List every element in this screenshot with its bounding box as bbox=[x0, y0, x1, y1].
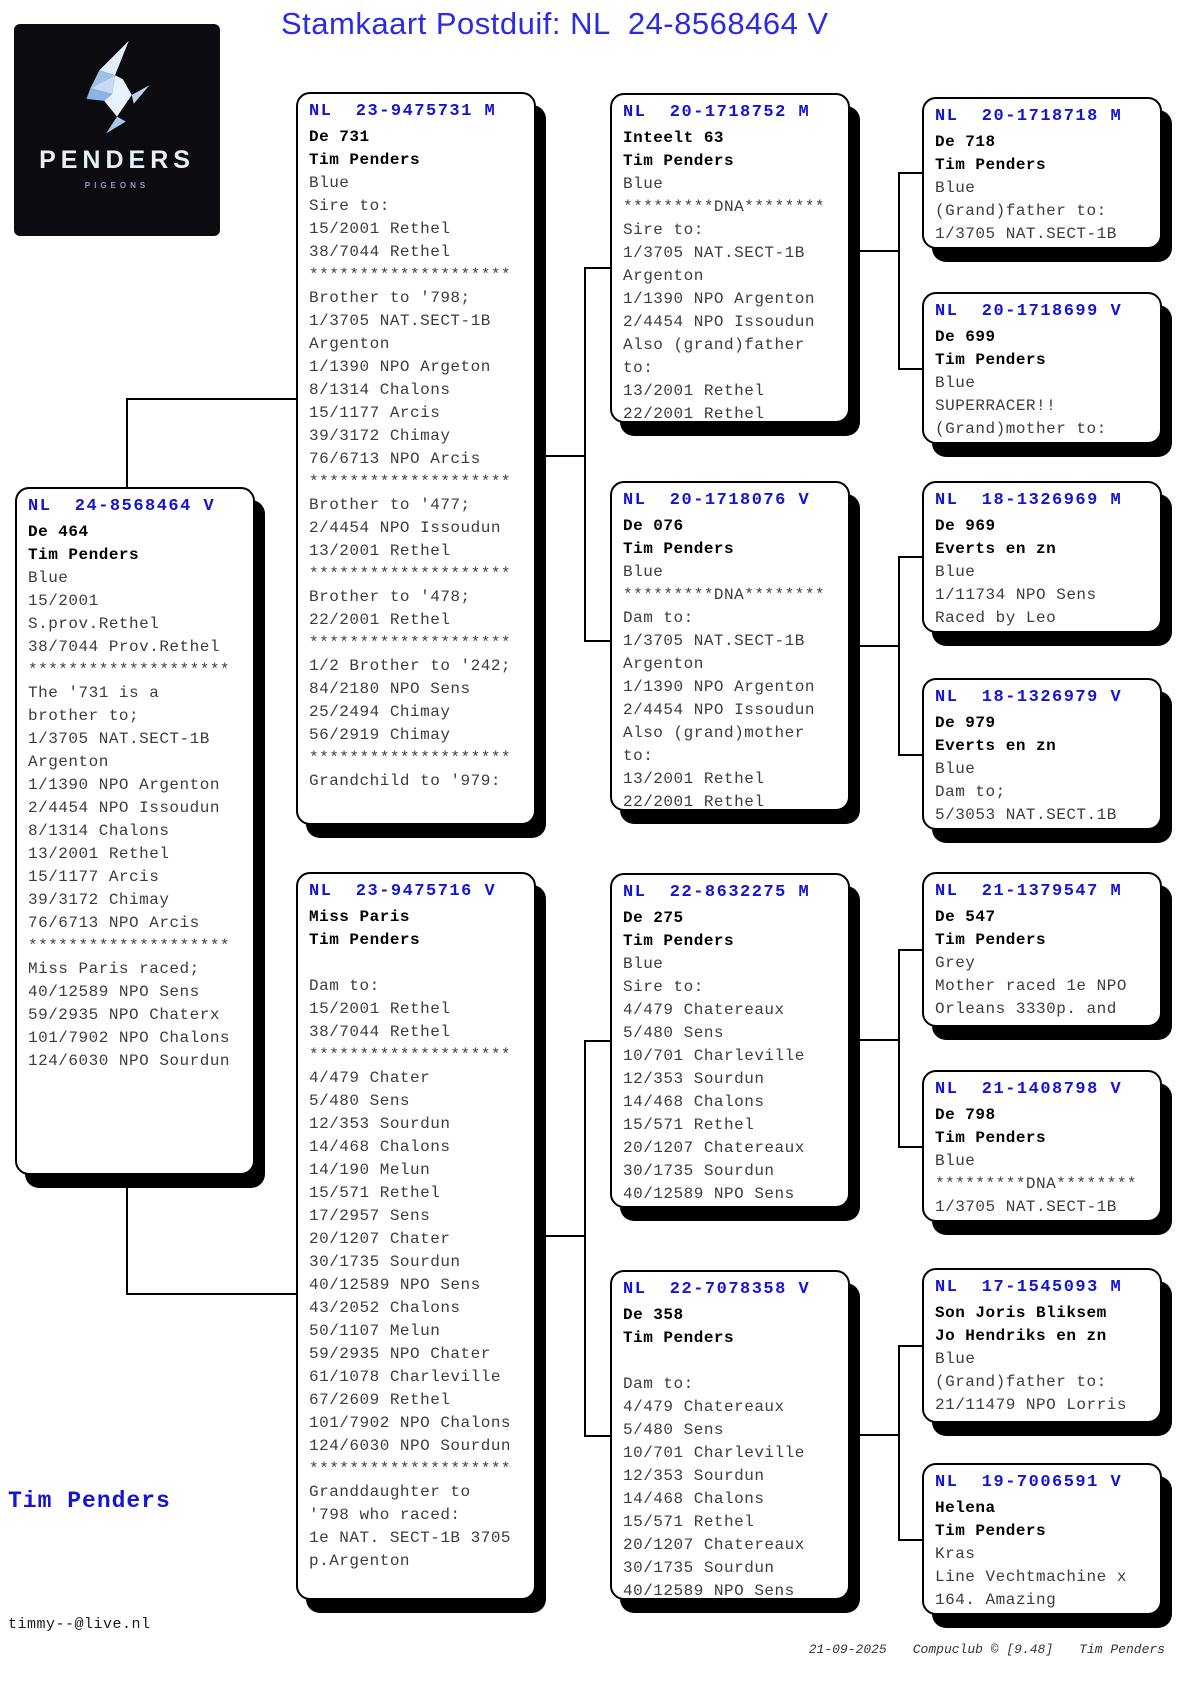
pedigree-text-line: Dam to; bbox=[935, 783, 1006, 801]
pigeon-owner: Tim Penders bbox=[935, 351, 1047, 369]
pedigree-box-ddd bbox=[922, 1463, 1162, 1615]
ring-number: NL 23-9475731 M bbox=[309, 102, 497, 121]
pedigree-text-line: 10/701 Charleville bbox=[623, 1444, 805, 1462]
pedigree-text-line: ******************** bbox=[309, 565, 512, 583]
connector-line bbox=[584, 1435, 612, 1437]
pedigree-box-ssd bbox=[922, 292, 1162, 444]
pedigree-box-sds bbox=[922, 481, 1162, 633]
pedigree-text-line: 40/12589 NPO Sens bbox=[623, 1185, 795, 1203]
pedigree-text-line: 22/2001 Rethel bbox=[309, 611, 451, 629]
pigeon-owner: Tim Penders bbox=[309, 931, 421, 949]
pedigree-text-line: Line Vechtmachine x bbox=[935, 1568, 1127, 1586]
ring-number: NL 24-8568464 V bbox=[28, 497, 216, 516]
connector-line bbox=[126, 1173, 128, 1295]
pedigree-text-line: 76/6713 NPO Arcis bbox=[309, 450, 481, 468]
ring-number: NL 19-7006591 V bbox=[935, 1473, 1123, 1492]
ring-number: NL 18-1326979 V bbox=[935, 688, 1123, 707]
footer-author: Tim Penders bbox=[1079, 1642, 1165, 1657]
pedigree-text-line: Orleans 3330p. and bbox=[935, 1000, 1117, 1018]
pedigree-text-line: Argenton bbox=[309, 335, 390, 353]
pedigree-text-line: Brother to '478; bbox=[309, 588, 471, 606]
pedigree-text-line: SUPERRACER!! bbox=[935, 397, 1057, 415]
pigeon-owner: Tim Penders bbox=[623, 540, 735, 558]
pedigree-text-line: Grey bbox=[935, 954, 976, 972]
pedigree-text-line: Blue bbox=[935, 1350, 976, 1368]
ring-number: NL 20-1718752 M bbox=[623, 103, 811, 122]
pigeon-owner: Tim Penders bbox=[935, 1129, 1047, 1147]
connector-line bbox=[898, 1146, 924, 1148]
pedigree-text-line: 14/468 Chalons bbox=[309, 1138, 451, 1156]
pedigree-text-line: 15/1177 Arcis bbox=[28, 868, 160, 886]
pedigree-text-line: Blue bbox=[623, 563, 664, 581]
pedigree-text-line: 14/468 Chalons bbox=[623, 1093, 765, 1111]
pedigree-box-ss bbox=[610, 93, 850, 423]
pigeon-name: De 731 bbox=[309, 128, 370, 146]
pedigree-text-line: Sire to: bbox=[623, 978, 704, 996]
pedigree-text-line: (Grand)mother to: bbox=[935, 420, 1107, 438]
pedigree-box-sire bbox=[296, 92, 536, 825]
pigeon-owner: Jo Hendriks en zn bbox=[935, 1327, 1107, 1345]
connector-line bbox=[584, 267, 586, 642]
pedigree-text-line: 13/2001 Rethel bbox=[623, 770, 765, 788]
connector-line bbox=[848, 1434, 900, 1436]
pedigree-text-line: Blue bbox=[935, 563, 976, 581]
pigeon-name: De 699 bbox=[935, 328, 996, 346]
pigeon-owner: Tim Penders bbox=[623, 1329, 735, 1347]
connector-line bbox=[584, 1040, 612, 1042]
pedigree-text-line: 30/1735 Sourdun bbox=[623, 1162, 775, 1180]
pedigree-text-line: ******************** bbox=[28, 661, 231, 679]
pedigree-text-line: Blue bbox=[935, 1152, 976, 1170]
pigeon-owner: Tim Penders bbox=[28, 546, 140, 564]
pedigree-text-line: ******************** bbox=[28, 937, 231, 955]
pedigree-text-line: '798 who raced: bbox=[309, 1506, 461, 1524]
ring-number: NL 21-1379547 M bbox=[935, 882, 1123, 901]
ring-number: NL 17-1545093 M bbox=[935, 1278, 1123, 1297]
connector-line bbox=[898, 949, 900, 1148]
pedigree-text-line: 20/1207 Chatereaux bbox=[623, 1139, 805, 1157]
pedigree-text-line: Argenton bbox=[623, 267, 704, 285]
pedigree-text-line: 1/2 Brother to '242; bbox=[309, 657, 512, 675]
pedigree-text-line: 20/1207 Chatereaux bbox=[623, 1536, 805, 1554]
pedigree-text-line: 67/2609 Rethel bbox=[309, 1391, 451, 1409]
pigeon-name: Son Joris Bliksem bbox=[935, 1304, 1107, 1322]
pedigree-text-line: ******************** bbox=[309, 266, 512, 284]
connector-line bbox=[898, 1345, 900, 1541]
pedigree-text-line: 8/1314 Chalons bbox=[28, 822, 170, 840]
pedigree-text-line: 22/2001 Rethel bbox=[623, 405, 765, 423]
pedigree-text-line: Also (grand)father bbox=[623, 336, 805, 354]
connector-line bbox=[898, 172, 900, 370]
pedigree-text-line: 1e NAT. SECT-1B 3705 bbox=[309, 1529, 512, 1547]
ring-number: NL 20-1718718 M bbox=[935, 107, 1123, 126]
pigeon-owner: Tim Penders bbox=[935, 931, 1047, 949]
pedigree-text-line: ******************** bbox=[309, 634, 512, 652]
pigeon-name: De 076 bbox=[623, 517, 684, 535]
pedigree-text-line: Argenton bbox=[623, 655, 704, 673]
pedigree-text-line: S.prov.Rethel bbox=[28, 615, 160, 633]
pedigree-text-line: *********DNA******** bbox=[623, 198, 826, 216]
pedigree-text-line: Mother raced 1e NPO bbox=[935, 977, 1127, 995]
pedigree-box-ds bbox=[610, 873, 850, 1208]
pedigree-text-line: 20/1207 Chater bbox=[309, 1230, 451, 1248]
footer bbox=[809, 1642, 1165, 1657]
pedigree-text-line: 10/701 Charleville bbox=[623, 1047, 805, 1065]
pedigree-text-line: 14/190 Melun bbox=[309, 1161, 431, 1179]
page-title: Stamkaart Postduif: NL 24-8568464 V bbox=[281, 6, 829, 41]
footer-program: Compuclub © [9.48] bbox=[912, 1642, 1054, 1657]
pigeon-name: De 969 bbox=[935, 517, 996, 535]
connector-line bbox=[898, 556, 924, 558]
pedigree-text-line: 30/1735 Sourdun bbox=[309, 1253, 461, 1271]
pedigree-box-dd bbox=[610, 1270, 850, 1600]
connector-line bbox=[898, 368, 924, 370]
pedigree-text-line: 2/4454 NPO Issoudun bbox=[623, 701, 815, 719]
pedigree-text-line: 15/571 Rethel bbox=[309, 1184, 441, 1202]
pedigree-text-line: 4/479 Chater bbox=[309, 1069, 431, 1087]
pigeon-name: De 718 bbox=[935, 133, 996, 151]
pedigree-box-subject bbox=[15, 487, 255, 1175]
pedigree-text-line: 21/11479 NPO Lorris bbox=[935, 1396, 1127, 1414]
pedigree-text-line: to: bbox=[623, 747, 654, 765]
pedigree-text-line: 124/6030 NPO Sourdun bbox=[28, 1052, 231, 1070]
connector-line bbox=[534, 455, 586, 457]
pedigree-text-line: Also (grand)mother bbox=[623, 724, 805, 742]
pedigree-text-line: to: bbox=[623, 359, 654, 377]
pedigree-text-line: 76/6713 NPO Arcis bbox=[28, 914, 200, 932]
pedigree-box-sss bbox=[922, 97, 1162, 249]
pedigree-text-line: 2/4454 NPO Issoudun bbox=[623, 313, 815, 331]
pedigree-text-line: 22/2001 Rethel bbox=[623, 793, 765, 811]
connector-line bbox=[898, 556, 900, 756]
pedigree-text-line: *********DNA******** bbox=[935, 1175, 1138, 1193]
pedigree-text-line: 1/3705 NAT.SECT-1B bbox=[935, 1198, 1117, 1216]
logo-brand-text: PENDERS bbox=[39, 146, 195, 174]
pedigree-text-line: 15/1177 Arcis bbox=[309, 404, 441, 422]
pedigree-text-line: Sire to: bbox=[309, 197, 390, 215]
pedigree-text-line: ******************** bbox=[309, 1460, 512, 1478]
pedigree-text-line: p.Argenton bbox=[309, 1552, 411, 1570]
pedigree-text-line: 101/7902 NPO Chalons bbox=[309, 1414, 512, 1432]
pedigree-text-line: Blue bbox=[935, 760, 976, 778]
penders-logo bbox=[14, 24, 220, 236]
pedigree-text-line: 1/11734 NPO Sens bbox=[935, 586, 1097, 604]
pedigree-text-line: 15/2001 Rethel bbox=[309, 220, 451, 238]
pigeon-name: De 547 bbox=[935, 908, 996, 926]
connector-line bbox=[898, 172, 924, 174]
pedigree-box-dss bbox=[922, 872, 1162, 1027]
owner-email: timmy--@live.nl bbox=[8, 1616, 151, 1633]
pedigree-text-line: Blue bbox=[623, 955, 664, 973]
pedigree-text-line: 38/7044 Rethel bbox=[309, 243, 451, 261]
pigeon-owner: Tim Penders bbox=[309, 151, 421, 169]
pedigree-text-line: 40/12589 NPO Sens bbox=[309, 1276, 481, 1294]
connector-line bbox=[898, 1345, 924, 1347]
pedigree-text-line: 164. Amazing bbox=[935, 1591, 1057, 1609]
pedigree-text-line: Miss Paris raced; bbox=[28, 960, 200, 978]
pedigree-text-line: 1/1390 NPO Argenton bbox=[623, 678, 815, 696]
pedigree-text-line: 14/468 Chalons bbox=[623, 1490, 765, 1508]
pedigree-text-line: 2/4454 NPO Issoudun bbox=[309, 519, 501, 537]
connector-line bbox=[848, 645, 900, 647]
pedigree-text-line: 13/2001 Rethel bbox=[309, 542, 451, 560]
connector-line bbox=[898, 1539, 924, 1541]
pedigree-text-line: 2/4454 NPO Issoudun bbox=[28, 799, 220, 817]
pedigree-text-line: Argenton bbox=[28, 753, 109, 771]
pigeon-icon bbox=[58, 38, 176, 148]
pigeon-name: Helena bbox=[935, 1499, 996, 1517]
pedigree-text-line: 25/2494 Chimay bbox=[309, 703, 451, 721]
pedigree-text-line: 15/571 Rethel bbox=[623, 1116, 755, 1134]
pigeon-name: De 979 bbox=[935, 714, 996, 732]
pigeon-name: Miss Paris bbox=[309, 908, 411, 926]
pedigree-text-line: 1/3705 NAT.SECT-1B bbox=[309, 312, 491, 330]
pedigree-text-line: 1/1390 NPO Argeton bbox=[309, 358, 491, 376]
pigeon-owner: Tim Penders bbox=[623, 152, 735, 170]
connector-line bbox=[126, 398, 128, 489]
connector-line bbox=[126, 1293, 298, 1295]
pigeon-owner: Tim Penders bbox=[935, 1522, 1047, 1540]
pedigree-text-line: (Grand)father to: bbox=[935, 202, 1107, 220]
pedigree-box-sd bbox=[610, 481, 850, 811]
pedigree-text-line: 1/1390 NPO Argenton bbox=[623, 290, 815, 308]
pedigree-text-line: 56/2919 Chimay bbox=[309, 726, 451, 744]
connector-line bbox=[584, 1040, 586, 1437]
pedigree-text-line: 8/1314 Chalons bbox=[309, 381, 451, 399]
pedigree-text-line: Blue bbox=[935, 374, 976, 392]
pedigree-text-line: 50/1107 Melun bbox=[309, 1322, 441, 1340]
pedigree-text-line: 15/571 Rethel bbox=[623, 1513, 755, 1531]
connector-line bbox=[584, 640, 612, 642]
connector-line bbox=[848, 250, 900, 252]
pedigree-text-line: 12/353 Sourdun bbox=[623, 1467, 765, 1485]
pedigree-text-line: 17/2957 Sens bbox=[309, 1207, 431, 1225]
ring-number: NL 18-1326969 M bbox=[935, 491, 1123, 510]
connector-line bbox=[534, 1235, 586, 1237]
pedigree-text-line: brother to; bbox=[28, 707, 140, 725]
connector-line bbox=[584, 267, 612, 269]
pedigree-text-line: 5/480 Sens bbox=[309, 1092, 411, 1110]
pedigree-text-line: Kras bbox=[935, 1545, 976, 1563]
connector-line bbox=[126, 398, 298, 400]
pedigree-text-line: Blue bbox=[28, 569, 69, 587]
connector-line bbox=[898, 754, 924, 756]
pedigree-box-dds bbox=[922, 1268, 1162, 1423]
ring-number: NL 23-9475716 V bbox=[309, 882, 497, 901]
ring-number: NL 20-1718076 V bbox=[623, 491, 811, 510]
pedigree-text-line: 40/12589 NPO Sens bbox=[28, 983, 200, 1001]
pedigree-text-line: 5/480 Sens bbox=[623, 1421, 725, 1439]
pedigree-text-line: 15/2001 Rethel bbox=[309, 1000, 451, 1018]
pedigree-text-line: 30/1735 Sourdun bbox=[623, 1559, 775, 1577]
pedigree-text-line: 59/2935 NPO Chaterx bbox=[28, 1006, 220, 1024]
pedigree-text-line: Granddaughter to bbox=[309, 1483, 471, 1501]
pedigree-text-line: The '731 is a bbox=[28, 684, 160, 702]
pedigree-text-line bbox=[309, 952, 524, 975]
pigeon-name: De 275 bbox=[623, 909, 684, 927]
pedigree-box-dsd bbox=[922, 1070, 1162, 1222]
pigeon-name: De 358 bbox=[623, 1306, 684, 1324]
connector-line bbox=[848, 1039, 900, 1041]
pigeon-name: De 798 bbox=[935, 1106, 996, 1124]
pedigree-text-line: Blue bbox=[935, 179, 976, 197]
pedigree-text-line: Brother to '477; bbox=[309, 496, 471, 514]
pedigree-text-line: Dam to: bbox=[623, 609, 694, 627]
pedigree-text-line: 61/1078 Charleville bbox=[309, 1368, 501, 1386]
pedigree-text-line: Dam to: bbox=[309, 977, 380, 995]
pedigree-text-line: Grandchild to '979: bbox=[309, 772, 501, 790]
pigeon-owner: Everts en zn bbox=[935, 540, 1057, 558]
pigeon-owner: Tim Penders bbox=[935, 156, 1047, 174]
pedigree-text-line: 15/2001 bbox=[28, 592, 99, 610]
pedigree-text-line: 59/2935 NPO Chater bbox=[309, 1345, 491, 1363]
pigeon-owner: Everts en zn bbox=[935, 737, 1057, 755]
pedigree-text-line: 13/2001 Rethel bbox=[623, 382, 765, 400]
pedigree-text-line: 84/2180 NPO Sens bbox=[309, 680, 471, 698]
pedigree-text-line: 1/3705 NAT.SECT-1B bbox=[935, 225, 1117, 243]
pedigree-text-line: ******************** bbox=[309, 473, 512, 491]
pedigree-text-line: 12/353 Sourdun bbox=[623, 1070, 765, 1088]
pedigree-text-line: 38/7044 Prov.Rethel bbox=[28, 638, 220, 656]
pedigree-text-line: 1/3705 NAT.SECT-1B bbox=[28, 730, 210, 748]
logo-subtitle-text: PIGEONS bbox=[84, 181, 150, 190]
footer-date: 21-09-2025 bbox=[808, 1642, 887, 1657]
pedigree-text-line: 13/2001 Rethel bbox=[28, 845, 170, 863]
pedigree-text-line: Brother to '798; bbox=[309, 289, 471, 307]
pedigree-box-dam bbox=[296, 872, 536, 1600]
pedigree-text-line: 1/1390 NPO Argenton bbox=[28, 776, 220, 794]
ring-number: NL 21-1408798 V bbox=[935, 1080, 1123, 1099]
pedigree-text-line: Sire to: bbox=[623, 221, 704, 239]
pigeon-name: De 464 bbox=[28, 523, 89, 541]
pedigree-text-line: *********DNA******** bbox=[623, 586, 826, 604]
pigeon-name: Inteelt 63 bbox=[623, 129, 725, 147]
pedigree-text-line: Blue bbox=[623, 175, 664, 193]
connector-line bbox=[898, 949, 924, 951]
pedigree-text-line: 39/3172 Chimay bbox=[309, 427, 451, 445]
pedigree-box-sdd bbox=[922, 678, 1162, 830]
pedigree-text-line: 40/12589 NPO Sens bbox=[623, 1582, 795, 1600]
ring-number: NL 22-8632275 M bbox=[623, 883, 811, 902]
pedigree-text-line: ******************** bbox=[309, 1046, 512, 1064]
ring-number: NL 22-7078358 V bbox=[623, 1280, 811, 1299]
pedigree-text-line: 5/3053 NAT.SECT.1B bbox=[935, 806, 1117, 824]
owner-signature: Tim Penders bbox=[8, 1488, 171, 1514]
pedigree-text-line: Raced by Leo bbox=[935, 609, 1057, 627]
pedigree-text-line: Blue bbox=[309, 174, 350, 192]
ring-number: NL 20-1718699 V bbox=[935, 302, 1123, 321]
pedigree-text-line: 124/6030 NPO Sourdun bbox=[309, 1437, 512, 1455]
pigeon-owner: Tim Penders bbox=[623, 932, 735, 950]
pedigree-text-line: 1/3705 NAT.SECT-1B bbox=[623, 632, 805, 650]
pedigree-text-line: (Grand)father to: bbox=[935, 1373, 1107, 1391]
pedigree-text-line: 1/3705 NAT.SECT-1B bbox=[623, 244, 805, 262]
pedigree-text-line: 4/479 Chatereaux bbox=[623, 1001, 785, 1019]
pedigree-text-line: 38/7044 Rethel bbox=[309, 1023, 451, 1041]
pedigree-text-line: ******************** bbox=[309, 749, 512, 767]
pedigree-text-line: 101/7902 NPO Chalons bbox=[28, 1029, 231, 1047]
pedigree-text-line: 43/2052 Chalons bbox=[309, 1299, 461, 1317]
pedigree-text-line: 12/353 Sourdun bbox=[309, 1115, 451, 1133]
pedigree-text-line bbox=[623, 1350, 838, 1373]
pedigree-text-line: 4/479 Chatereaux bbox=[623, 1398, 785, 1416]
pedigree-text-line: Dam to: bbox=[623, 1375, 694, 1393]
pedigree-text-line: 5/480 Sens bbox=[623, 1024, 725, 1042]
pedigree-text-line: 39/3172 Chimay bbox=[28, 891, 170, 909]
